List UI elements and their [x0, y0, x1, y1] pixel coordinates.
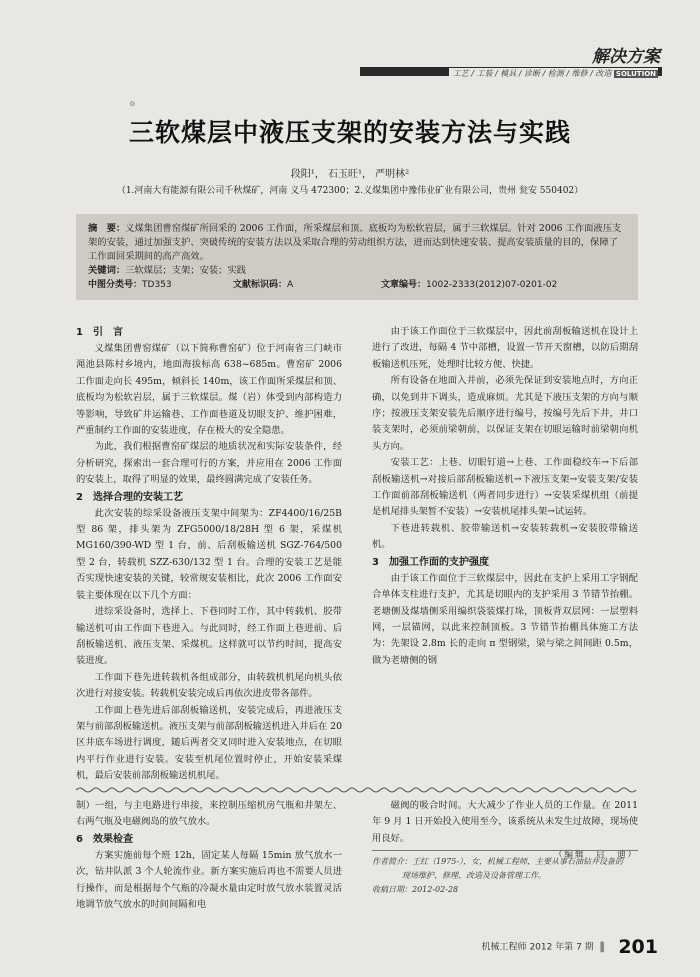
paragraph: 由于该工作面位于三软煤层中，因此在支护上采用工字钢配合单体支柱进行支护，尤其是切眼内的支护采用 3 节错节抬棚。老塘侧及煤墙侧采用编织袋装煤打垛，顶板背双层网：一层塑料网，一层锚网，以此来控制顶板。3 节错节抬棚具体施工方法为：先架设 2.8m 长的走向 π 型钢梁，梁与梁之间间距 0.5m，做为老塘侧的钢: [372, 572, 638, 666]
article-no-value: 1002-2333(2012)07-0201-02: [426, 280, 558, 290]
journal-name: 机械工程师: [481, 942, 527, 953]
bio-divider: [372, 850, 638, 851]
paragraph: 义煤集团曹窑煤矿（以下简称曹窑矿）位于河南省三门峡市渑池县陈村乡境内，地面海拔标高 638~685m。曹窑矿 2006 工作面走向长 495m，倾斜长 140m，该工作面所采煤层和顶、底板均为松软岩层，属于三软煤层。煤（岩）体受到内部构造力等影响，导致矿井运输巷、工作面巷道及切眼支护、维护困难，严重制约工作面的安装进度，存在极大的安全隐患。: [76, 343, 342, 437]
keywords: [88, 264, 626, 278]
paragraph: 工作面下巷先进转载机各组成部分，由转载机机尾向机头依次进行对接安装。转载机安装完成后再依次进皮带各部件。: [76, 671, 342, 700]
abstract-box: [76, 214, 638, 300]
keywords-text: 三软煤层；支架；安装；实践: [125, 265, 247, 276]
editor-note: （编辑 启 迪）: [553, 850, 638, 861]
received-date: 收稿日期：2012-02-28: [372, 885, 459, 894]
abstract: [88, 222, 626, 264]
page-footer: [482, 936, 658, 958]
page-number: 201: [618, 936, 658, 958]
journal-issue: 2012 年第 7 期: [529, 942, 594, 953]
solution-tag: SOLUTION: [615, 70, 656, 78]
keywords-label: 关键词：: [88, 265, 126, 276]
lower-left-column: [76, 798, 342, 913]
article-title: 三软煤层中液压支架的安装方法与实践: [128, 118, 571, 147]
doc-label: 文献标识码：: [233, 280, 288, 290]
category-list: 工艺 / 工装 / 模具 / 诊断 / 检测 / 维修 / 改造: [452, 69, 612, 78]
bio-line: 现场维护、修理、改造及设备管理工作。: [402, 871, 546, 880]
paragraph: 进综采设备时，选择上、下巷同时工作，其中转载机、胶带输送机可由工作面下巷进入。与此同时，经工作面上巷进前、后刮板输送机、液压支架、采煤机。这样就可以节约时间，提高安装进度。: [76, 606, 342, 667]
paragraph: 方案实施前每个班 12h，固定某人每隔 15min 放气放水一次，钻井队派 3 个人轮流作业。新方案实施后再也不需要人员进行操作，而是根据每个气瓶的冷凝水量由定时放气放水装置灵活地调节放气放水的时间间隔和电: [76, 849, 342, 911]
footer-separator-icon: ▌: [600, 942, 608, 953]
clc-value: TD353: [142, 280, 172, 290]
classification-row: [88, 278, 626, 292]
page-marker: o: [130, 99, 135, 108]
section-title: 解决方案: [592, 47, 660, 67]
heading-installation: 2 选择合理的安装工艺: [76, 491, 183, 503]
bio-line: 作者简介：王红（1975-），女，机械工程师，主要从事石油钻井设备的: [372, 857, 624, 866]
abstract-label: 摘 要：: [88, 223, 126, 234]
paragraph: 制）一组，与主电路进行串接，来控制压缩机房气瓶和井架左、右两气瓶及电磁阀岛的放气放水。: [76, 800, 342, 828]
clc-label: 中图分类号：: [88, 280, 143, 290]
left-column: [76, 324, 342, 785]
article-no-label: 文章编号：: [381, 280, 427, 290]
category-strip: [449, 68, 658, 79]
paragraph: 下巷进转载机、胶带输送机→安装转载机→安装胶带输送机。: [372, 522, 638, 551]
paragraph: 安装工艺：上巷、切眼钉道→上巷、工作面稳绞车→下后部刮板输送机→对接后部刮板输送机→下液压支架→安装支架/安装工作面前部刮板输送机（两者同步进行）→安装采煤机组（前提是机尾排头架暂不安装）→安装机尾排头架→试运转。: [372, 457, 638, 518]
paragraph: 所有设备在地面入井前，必须先保证到安装地点时，方向正确，以免到井下调头，造成麻烦。尤其是下液压支架的方向与顺序；按液压支架安装先后顺序进行编号，按编号先后下井，井口装支架时，必须前梁朝前，以保证支架在切眼运输时前梁朝向机头方向。: [372, 375, 638, 452]
author-bio: [372, 855, 638, 897]
paragraph: 为此，我们根据曹窑矿煤层的地质状况和实际安装条件，经分析研究，探索出一套合理可行的方案，并应用在 2006 工作面的安装上，取得了明显的效果，最终圆满完成了安装任务。: [76, 441, 342, 486]
authors: 段阳¹， 石玉旺¹， 严明林²: [290, 169, 410, 180]
paragraph: 此次安装的综采设备液压支架中间架为：ZF4400/16/25B 型 86 架，排头架为 ZFG5000/18/28H 型 6 架，采煤机 MG160/390-WD 型 1 台，前、后刮板输送机 SGZ-764/500 型 2 台，转载机 SZZ-630/132 型 1 台。合理的安装工艺是能否实现快速安装的关键，较常规安装相比，此次 2006 工作面安装主要体现在以下几个方面：: [76, 507, 342, 601]
doc-value: A: [287, 280, 294, 290]
paragraph: 工作面上巷先进后部刮板输送机，安装完成后，再进液压支架与前部刮板输送机。液压支架与前部刮板输送机进入井后在 20 区井底车场进行调度，随后两者交叉同时进入安装地点，在切眼内平行作业进行安装。安装至机尾位置时停止，开始安装采煤机，最后安装前部刮板输送机机尾。: [76, 704, 342, 782]
affiliation: （1.河南大有能源有限公司千秋煤矿，河南 义马 472300；2.义煤集团中豫伟业矿业有限公司，贵州 瓮安 550402）: [116, 186, 584, 196]
abstract-text: 义煤集团曹窑煤矿所回采的 2006 工作面，所采煤层和顶、底板均为松软岩层，属于三软煤层。针对 2006 工作面液压支架的安装，通过加强支护、突破传统的安装方法以及采取合理的劳动组织方法，进而达到快速安装、提高安装质量的目的，保障了工作面回采期间的高产高效。: [88, 223, 622, 262]
lower-right-column: [372, 798, 638, 864]
section-divider: [76, 786, 638, 794]
heading-introduction: 1 引 言: [76, 327, 123, 338]
heading-effect: 6 效果检查: [76, 833, 133, 845]
paragraph: 由于该工作面位于三软煤层中，因此前刮板输送机在设计上进行了改进，每隔 4 节中部槽，设置一节开天窗槽，以防后期刮板输送机压死，处理时比较方便、快捷。: [372, 326, 638, 370]
heading-support: 3 加强工作面的支护强度: [372, 556, 489, 568]
right-column: [372, 324, 638, 669]
paragraph: 磁阀的吸合时间。大大减少了作业人员的工作量。在 2011 年 9 月 1 日开始投入使用至今，该系统从未发生过故障，现场使用良好。: [372, 800, 638, 844]
